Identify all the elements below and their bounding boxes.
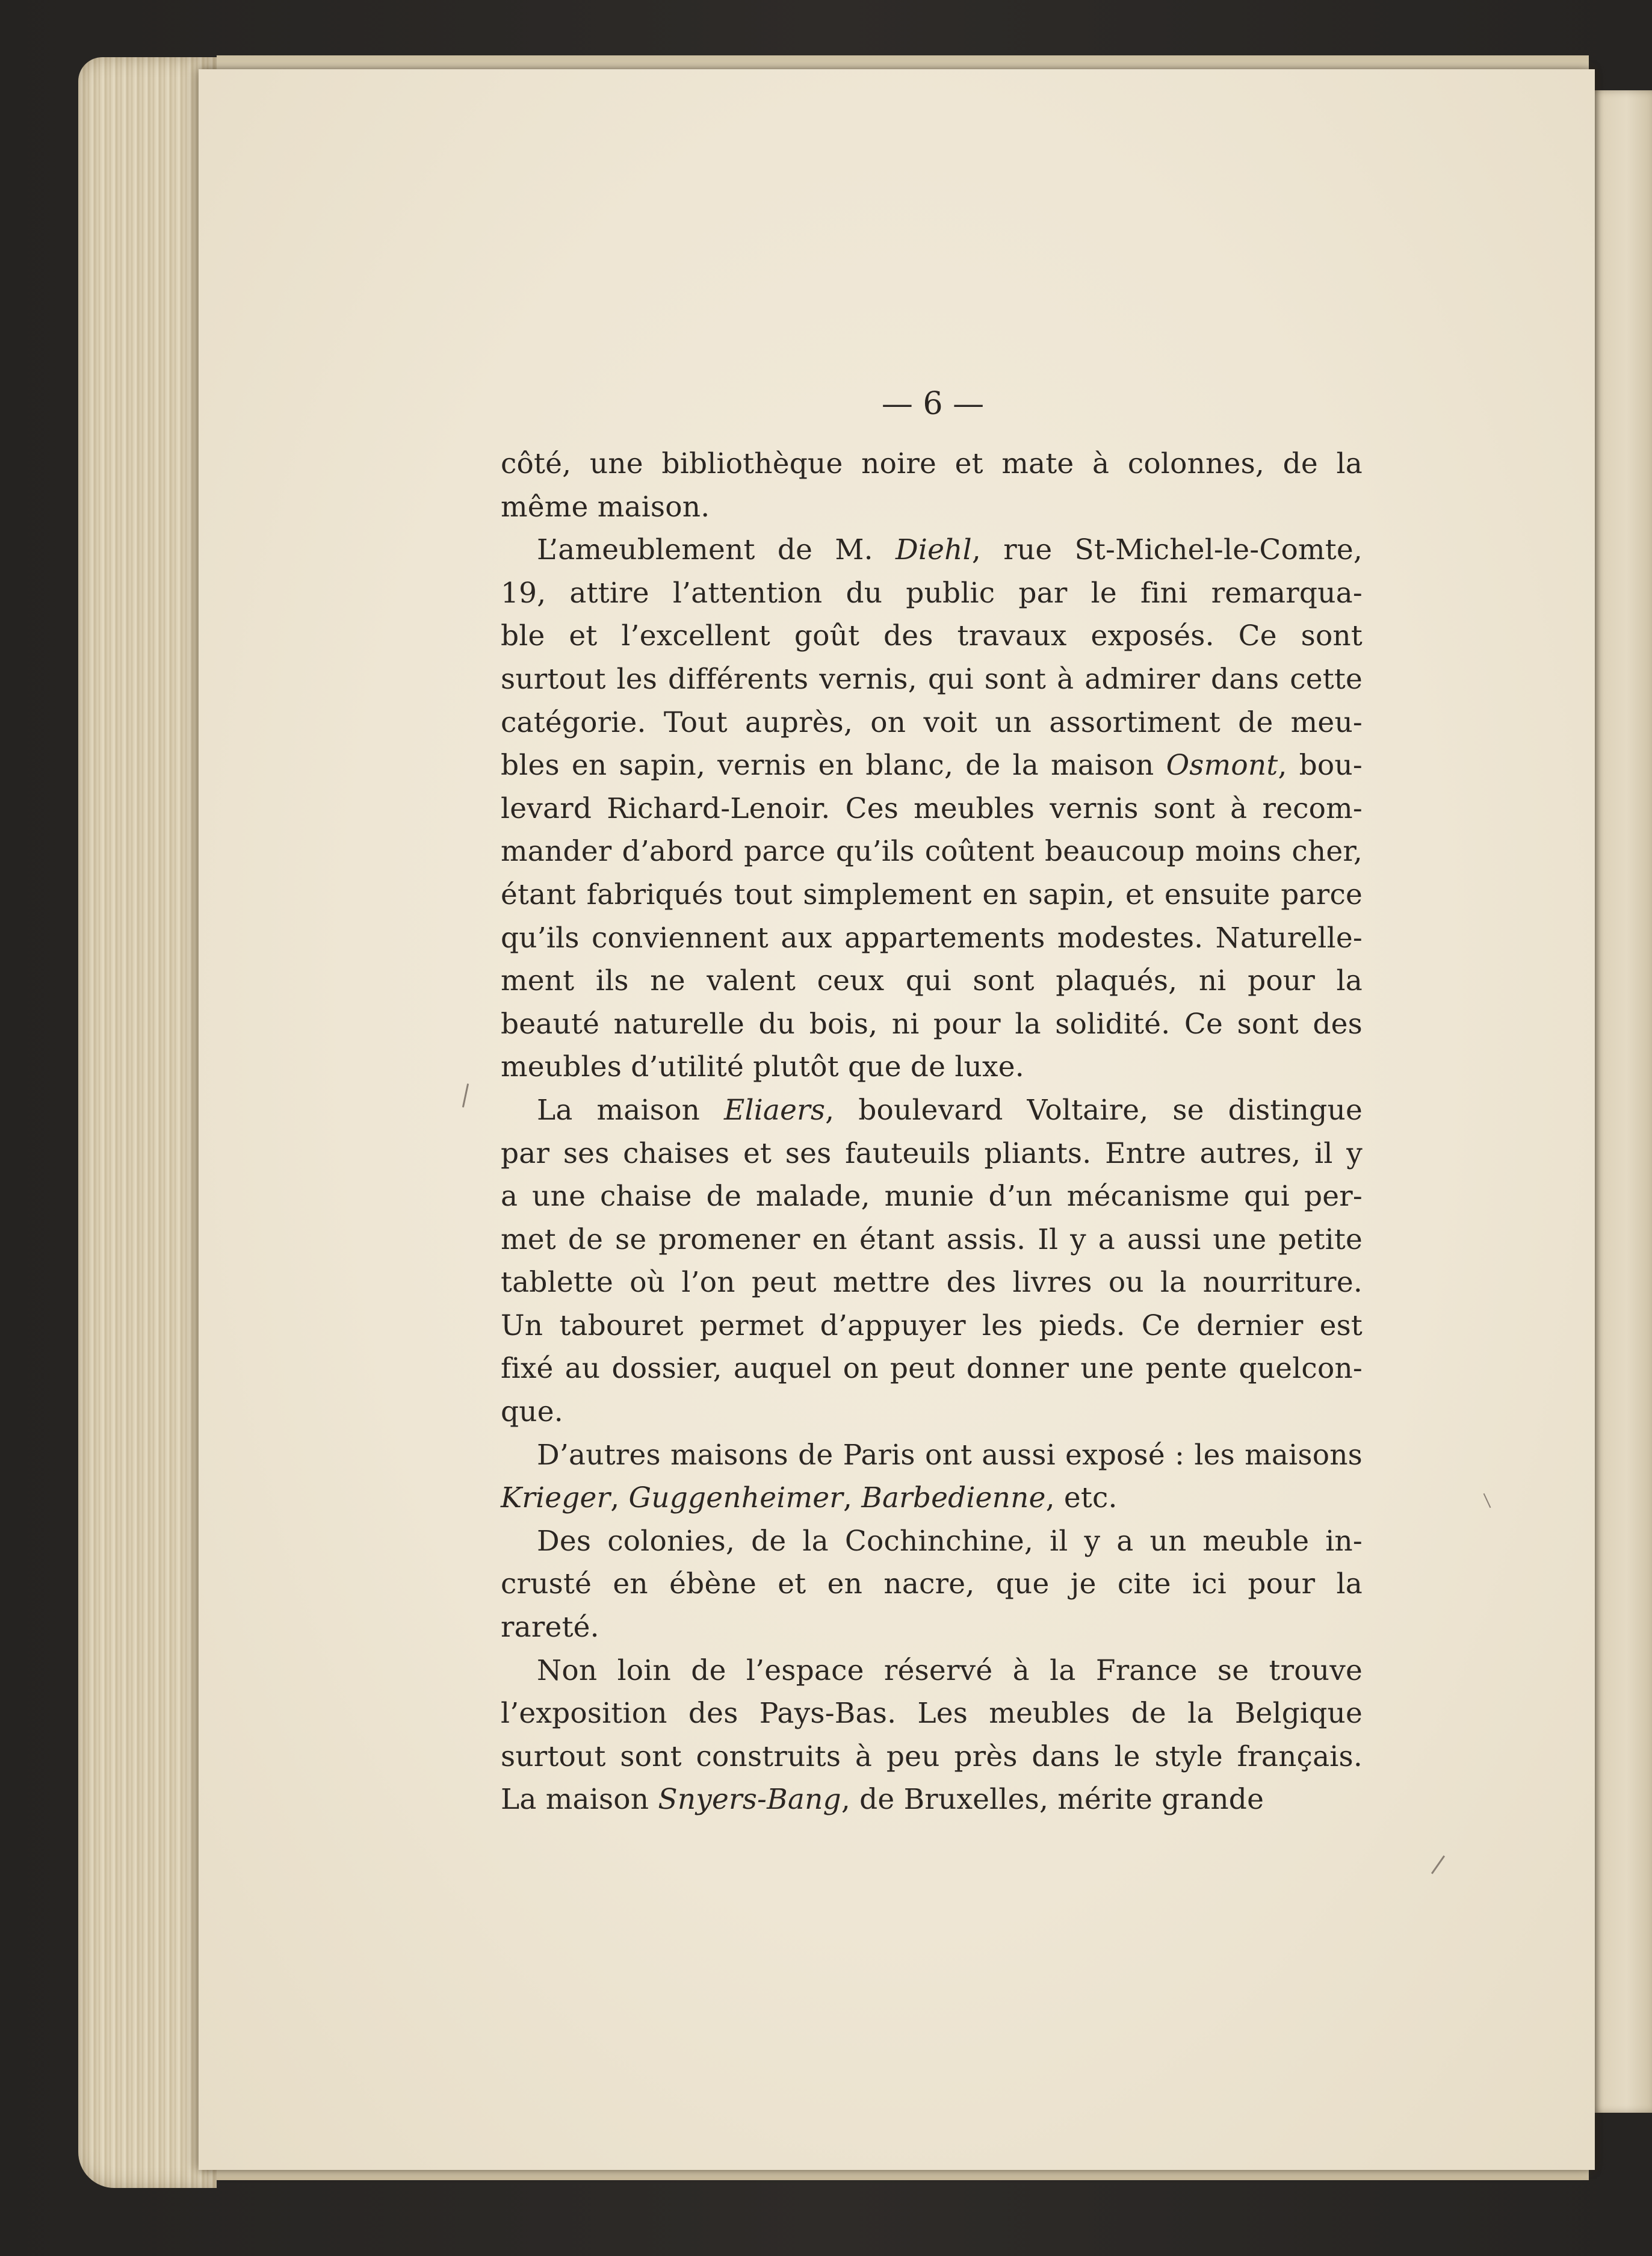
text-line: fixé au dossier, auquel on peut donner une pente quelcon- [501, 1352, 1363, 1386]
text-line: même maison. [501, 490, 710, 524]
text-line: Des colonies, de la Cochinchine, il y a un meuble in- [537, 1524, 1363, 1558]
text-line: D’autres maisons de Paris ont aussi exposé : les maisons [537, 1438, 1363, 1472]
text-line: surtout sont construits à peu près dans le style français. [501, 1740, 1363, 1773]
page-block-edges [78, 57, 217, 2188]
paragraph [501, 1649, 1363, 1821]
text-line: par ses chaises et ses fauteuils pliants. Entre autres, il y [501, 1136, 1363, 1170]
text-line: ment ils ne valent ceux qui sont plaqués, ni pour la [501, 964, 1363, 998]
page-number: — 6 — [881, 386, 985, 422]
text-line: Un tabouret permet d’appuyer les pieds. Ce dernier est [501, 1309, 1363, 1342]
text-line: a une chaise de malade, munie d’un mécanisme qui per- [501, 1180, 1363, 1213]
text-line: 19, attire l’attention du public par le fini remarqua- [501, 576, 1363, 610]
body-text [501, 442, 1363, 1821]
text-line: met de se promener en étant assis. Il y a aussi une petite [501, 1223, 1363, 1256]
text-line: que. [501, 1395, 563, 1429]
text-line: ble et l’excellent goût des travaux exposés. Ce sont [501, 619, 1363, 653]
text-line: La maison Snyers-Bang, de Bruxelles, mérite grande [501, 1783, 1264, 1817]
text-line: tablette où l’on peut mettre des livres ou la nourriture. [501, 1266, 1363, 1300]
text-line: levard Richard-Lenoir. Ces meubles vernis sont à recom- [501, 792, 1363, 825]
text-line: rareté. [501, 1611, 599, 1644]
text-line: La maison Eliaers, boulevard Voltaire, se distingue [537, 1093, 1363, 1127]
text-line: L’ameublement de M. Diehl, rue St-Michel-le-Comte, [537, 533, 1363, 567]
text-line: beauté naturelle du bois, ni pour la solidité. Ce sont des [501, 1007, 1363, 1041]
text-line: qu’ils conviennent aux appartements modestes. Naturelle- [501, 921, 1363, 955]
text-line: Non loin de l’espace réservé à la France se trouve [537, 1653, 1363, 1687]
text-line: catégorie. Tout auprès, on voit un assortiment de meu- [501, 705, 1363, 739]
text-line: Krieger, Guggenheimer, Barbedienne, etc. [501, 1481, 1118, 1515]
paragraph [501, 1434, 1363, 1520]
text-line: mander d’abord parce qu’ils coûtent beaucoup moins cher, [501, 835, 1363, 869]
paragraph [501, 1520, 1363, 1649]
text-line: crusté en ébène et en nacre, que je cite ici pour la [501, 1567, 1363, 1601]
text-line: côté, une bibliothèque noire et mate à colonnes, de la [501, 447, 1363, 480]
text-line: surtout les différents vernis, qui sont à admirer dans cette [501, 662, 1363, 696]
adjacent-page-sliver [1589, 90, 1652, 2113]
paragraph [501, 442, 1363, 528]
text-line: bles en sapin, vernis en blanc, de la maison Osmont, bou- [501, 749, 1363, 782]
text-line: meubles d’utilité plutôt que de luxe. [501, 1050, 1024, 1084]
paragraph [501, 1089, 1363, 1434]
paragraph [501, 528, 1363, 1089]
text-line: l’exposition des Pays-Bas. Les meubles de la Belgique [501, 1697, 1363, 1731]
text-line: étant fabriqués tout simplement en sapin, et ensuite parce [501, 878, 1363, 911]
